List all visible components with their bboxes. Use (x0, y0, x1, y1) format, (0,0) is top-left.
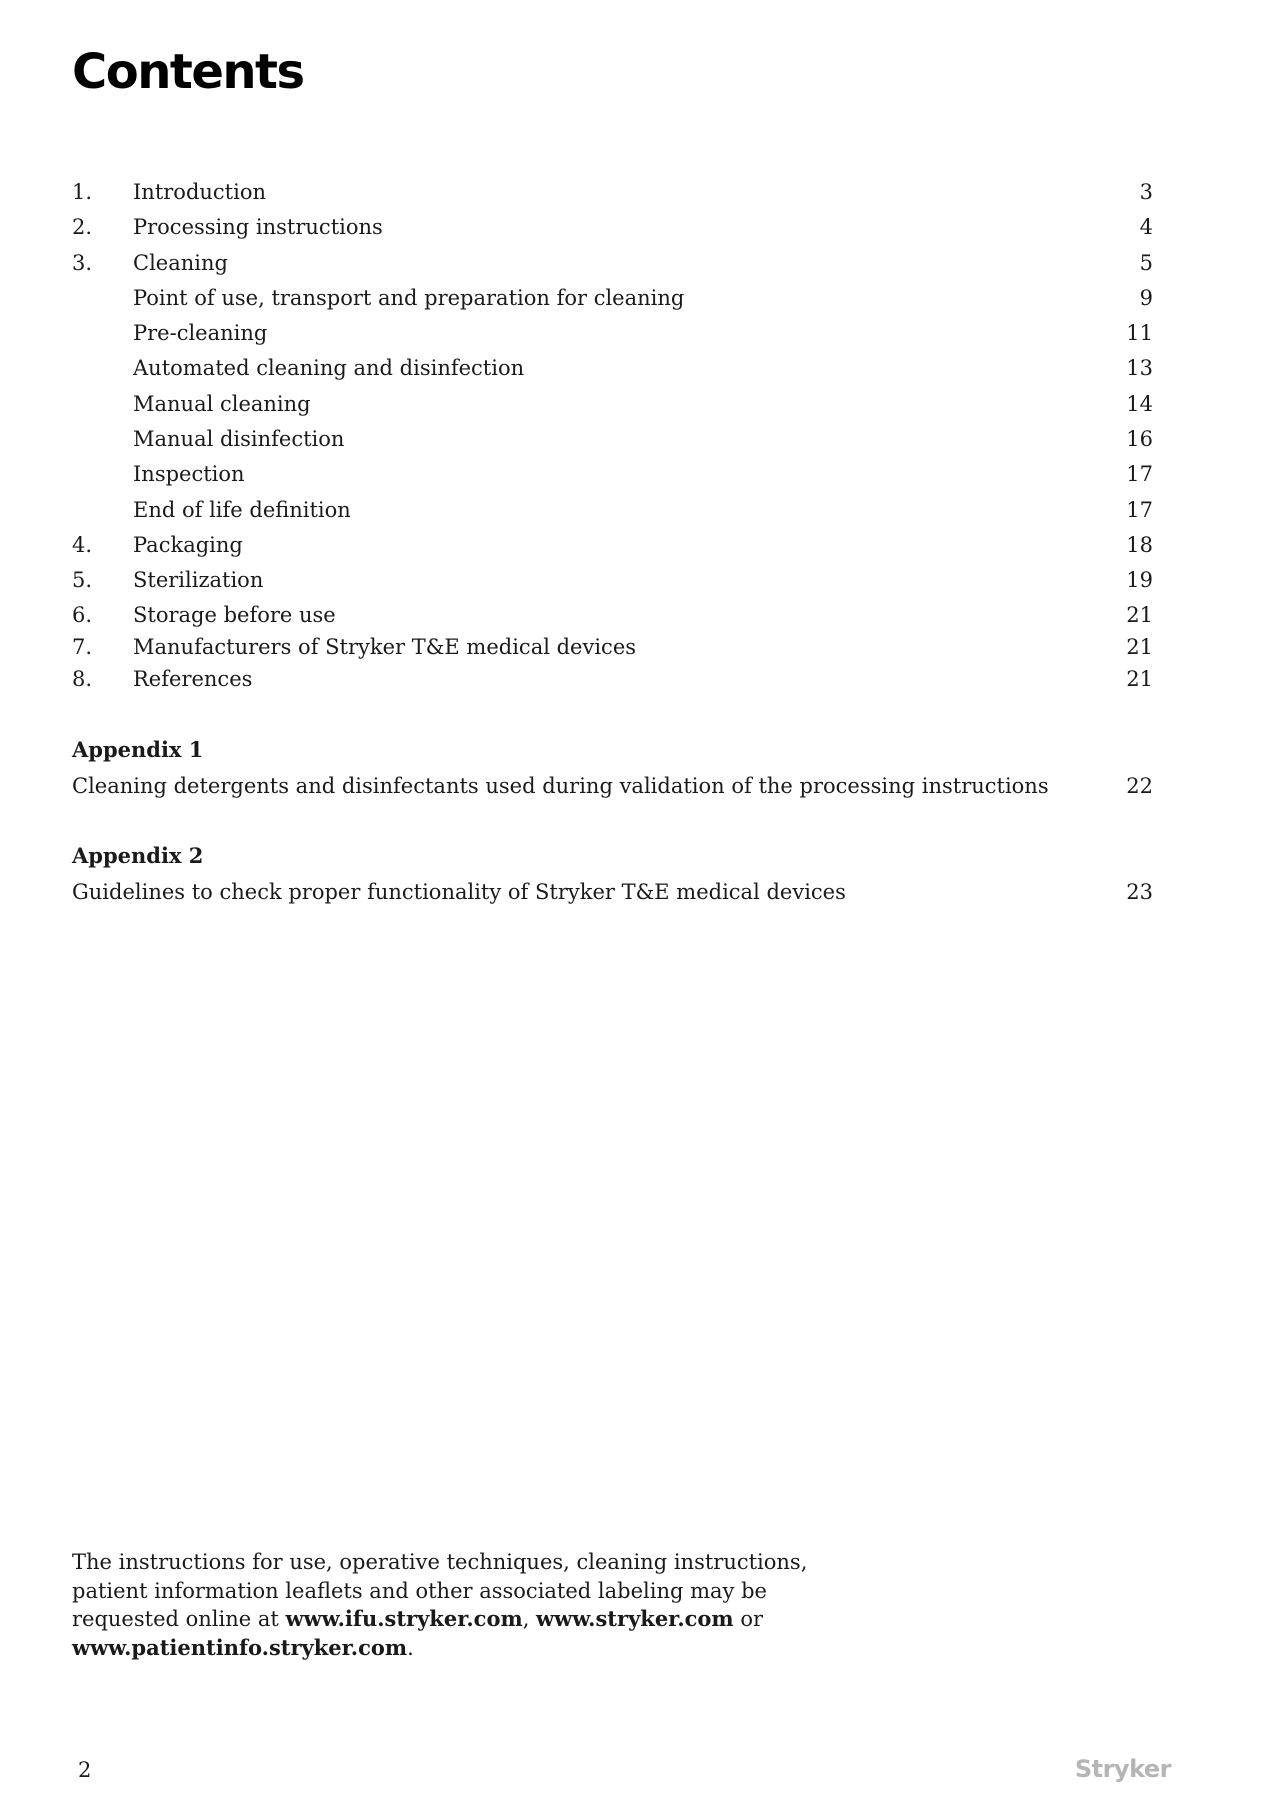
toc-page: 16 (1126, 427, 1153, 452)
toc-page: 11 (1126, 321, 1153, 346)
toc-number: 6. (72, 602, 93, 627)
toc-label: Guidelines to check proper functionality of Stryker T&E medical devices (72, 880, 846, 904)
toc-label: Automated cleaning and disinfection (133, 356, 525, 381)
toc-page: 21 (1126, 634, 1153, 659)
toc-number: 8. (72, 666, 93, 691)
labeling-note (72, 1548, 832, 1662)
toc-entry-cleaning[interactable] (72, 246, 1153, 281)
toc-entry-references[interactable] (72, 663, 1153, 695)
toc-label: Manual cleaning (133, 391, 311, 416)
note-text: . (407, 1635, 414, 1660)
appendix-1-heading: Appendix 1 (72, 737, 204, 762)
toc-label: Storage before use (133, 602, 336, 627)
toc-label: Point of use, transport and preparation for cleaning (133, 285, 685, 310)
note-text: The instructions for use, operative techniques, cleaning instructions, patient information leaflets and other associated labeling may be requested online at (72, 1550, 808, 1631)
toc-page: 4 (1139, 215, 1153, 240)
toc-entry-manufacturers[interactable] (72, 631, 1153, 663)
ifu-link[interactable]: www.ifu.stryker.com (285, 1606, 523, 1631)
toc-entry-packaging[interactable] (72, 528, 1153, 563)
toc-entry-appendix-1[interactable] (72, 768, 1153, 804)
page-title: Contents (72, 44, 304, 100)
toc-number: 5. (72, 568, 93, 593)
table-of-contents (72, 175, 1153, 695)
toc-page: 3 (1139, 180, 1153, 204)
toc-number: 1. (72, 180, 93, 204)
toc-entry-manual-cleaning[interactable] (72, 387, 1153, 422)
toc-label: Inspection (133, 462, 245, 487)
page-number: 2 (78, 1758, 92, 1782)
toc-label: Manufacturers of Stryker T&E medical devices (133, 634, 637, 659)
toc-number: 2. (72, 215, 93, 240)
note-text: or (733, 1607, 763, 1631)
toc-entry-manual-disinfection[interactable] (72, 422, 1153, 457)
patientinfo-link[interactable]: www.patientinfo.stryker.com (72, 1634, 408, 1660)
toc-entry-sterilization[interactable] (72, 563, 1153, 598)
toc-entry-point-of-use[interactable] (72, 281, 1153, 316)
toc-entry-introduction[interactable] (72, 175, 1153, 210)
appendix-2-section (72, 838, 1153, 910)
toc-label: Manual disinfection (133, 427, 345, 452)
toc-number: 7. (72, 634, 93, 659)
toc-page: 14 (1126, 391, 1153, 416)
toc-entry-end-of-life[interactable] (72, 493, 1153, 528)
toc-entry-appendix-2[interactable] (72, 874, 1153, 910)
toc-page: 17 (1126, 462, 1153, 487)
toc-label: Cleaning (133, 250, 228, 275)
toc-label: End of life definition (133, 497, 351, 522)
toc-entry-storage[interactable] (72, 599, 1153, 631)
toc-label: References (133, 666, 253, 691)
toc-entry-processing-instructions[interactable] (72, 210, 1153, 245)
toc-page: 21 (1126, 602, 1153, 627)
toc-page: 22 (1126, 774, 1153, 798)
toc-page: 21 (1126, 666, 1153, 691)
toc-page: 17 (1126, 497, 1153, 522)
toc-label: Processing instructions (133, 215, 383, 240)
toc-entry-pre-cleaning[interactable] (72, 316, 1153, 351)
toc-page: 18 (1126, 532, 1153, 557)
stryker-logo: Stryker (1074, 1755, 1171, 1783)
toc-entry-inspection[interactable] (72, 457, 1153, 492)
stryker-link[interactable]: www.stryker.com (536, 1606, 734, 1631)
toc-label: Introduction (133, 180, 266, 204)
toc-label: Pre-cleaning (133, 321, 268, 346)
appendix-1-section (72, 732, 1153, 804)
toc-number: 4. (72, 532, 93, 557)
appendix-2-heading: Appendix 2 (72, 843, 204, 868)
toc-page: 23 (1126, 880, 1153, 904)
toc-label: Cleaning detergents and disinfectants used during validation of the processing instructions (72, 774, 1049, 798)
toc-label: Sterilization (133, 568, 264, 593)
toc-entry-automated-cleaning[interactable] (72, 351, 1153, 386)
toc-label: Packaging (133, 532, 243, 557)
toc-page: 19 (1126, 568, 1153, 593)
toc-page: 5 (1139, 250, 1153, 275)
note-separator: , (522, 1607, 537, 1631)
toc-page: 9 (1139, 285, 1153, 310)
toc-number: 3. (72, 250, 93, 275)
toc-page: 13 (1126, 356, 1153, 381)
